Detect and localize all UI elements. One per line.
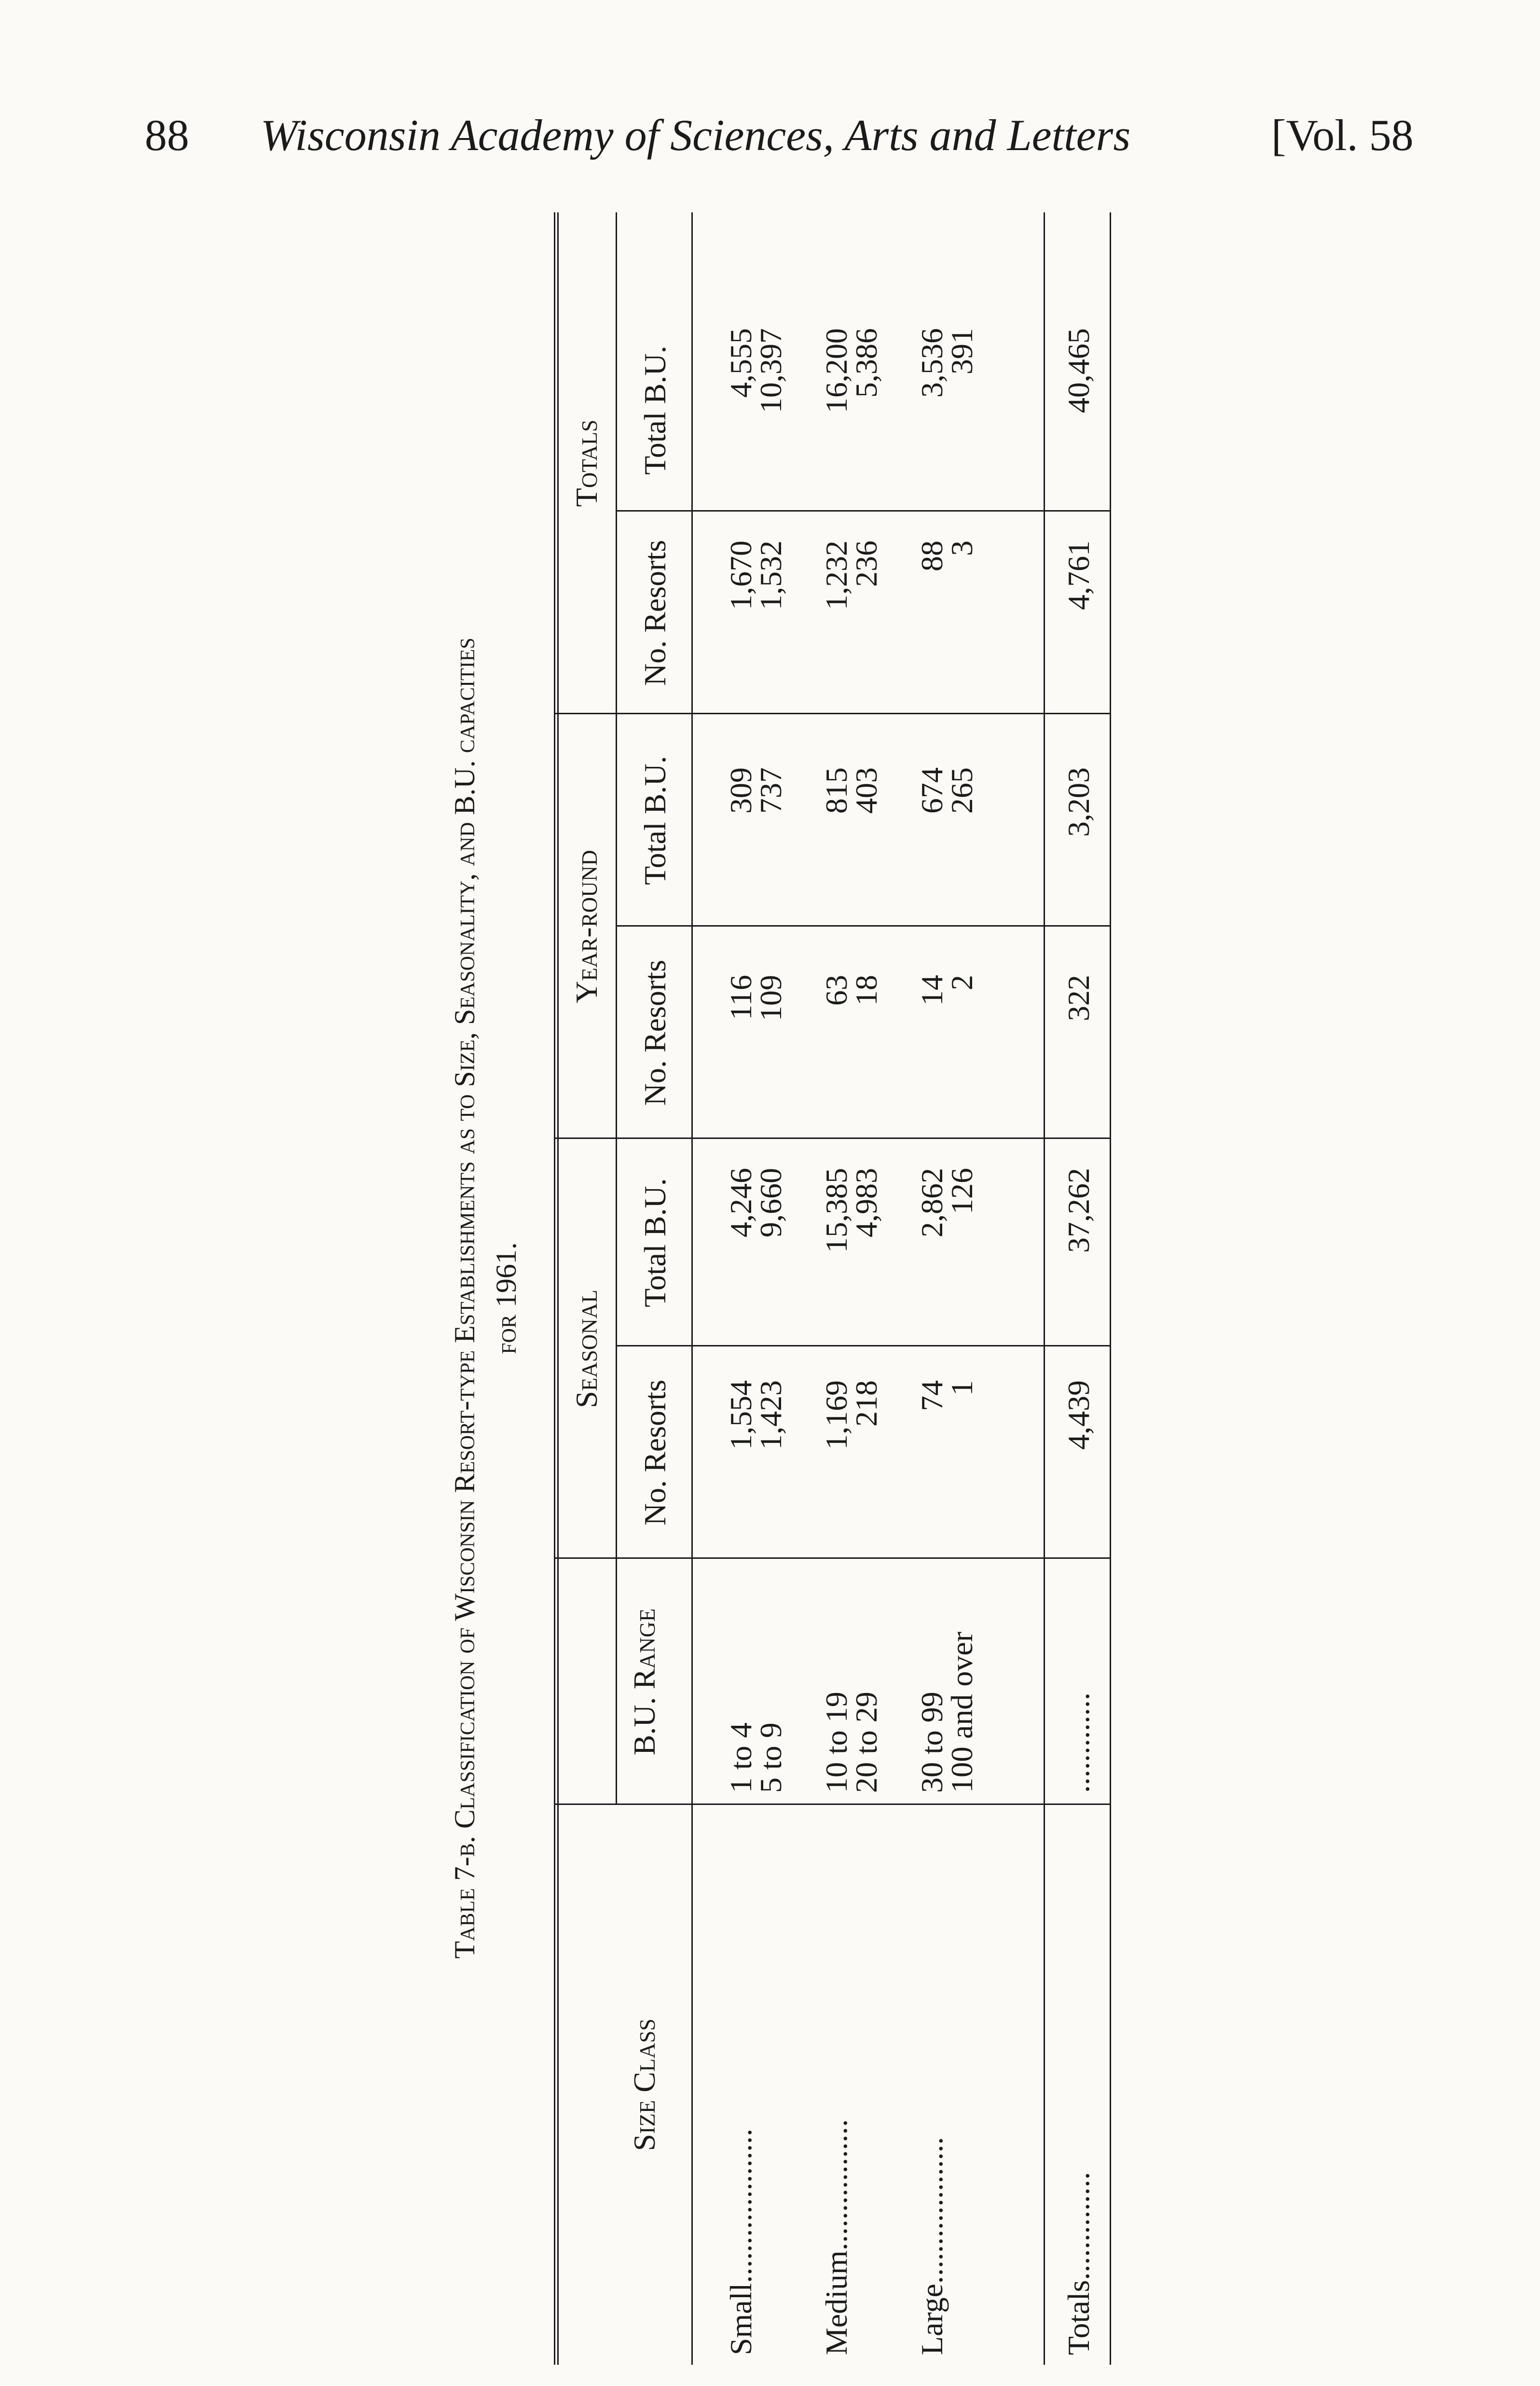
range-cell: 100 and over	[945, 1631, 979, 1793]
year-round-no-cell: 116	[724, 975, 758, 1020]
year-round-no-cell: 14	[915, 975, 949, 1006]
year-round-bu-total: 3,203	[1061, 767, 1096, 837]
volume-label: [Vol. 58	[1271, 111, 1414, 160]
totals-bu-total: 40,465	[1061, 328, 1096, 413]
rotated-table-block	[444, 212, 1114, 2365]
range-cell: 10 to 19	[819, 1692, 853, 1793]
year-round-bu-cell: 674	[915, 767, 949, 814]
size-class-label: Large	[915, 2283, 949, 2355]
seasonal-no-cell: 1,423	[754, 1380, 788, 1450]
header-size-class: Size Class	[627, 2018, 661, 2151]
totals-row-label	[1060, 2172, 1097, 2356]
leader-dots: ..............	[1061, 2172, 1096, 2280]
totals-no-cell: 1,532	[754, 541, 788, 610]
size-class-medium	[818, 2119, 855, 2355]
seasonal-no-total: 4,439	[1061, 1380, 1096, 1450]
caption-line-1: Table 7-b. Classification of Wisconsin Resort-type Establishments as to Size, Seasonality, and B.U. capacities	[449, 638, 481, 1959]
header-seasonal-no-resorts: No. Resorts	[638, 1379, 672, 1526]
year-round-no-cell: 2	[945, 975, 979, 990]
leader-dots: ....................	[724, 2128, 758, 2283]
resort-classification-table	[554, 212, 1114, 2365]
size-class-small	[723, 2129, 759, 2355]
range-cell: 20 to 29	[849, 1692, 883, 1793]
seasonal-no-cell: 1	[945, 1380, 979, 1396]
year-round-bu-cell: 403	[849, 767, 883, 814]
header-year-round-no-resorts: No. Resorts	[638, 959, 672, 1106]
table-top-rule	[554, 212, 559, 2365]
seasonal-no-cell: 1,554	[724, 1380, 758, 1450]
header-totals-no-resorts: No. Resorts	[638, 540, 672, 686]
totals-bu-cell: 4,555	[724, 328, 758, 398]
size-class-label: Small	[724, 2283, 758, 2355]
range-cell: 5 to 9	[754, 1722, 788, 1793]
seasonal-bu-cell: 15,385	[819, 1168, 853, 1253]
year-round-bu-cell: 737	[754, 767, 788, 814]
year-round-bu-cell: 309	[724, 767, 758, 814]
seasonal-bu-cell: 9,660	[754, 1168, 788, 1237]
table-bottom-rule	[1110, 212, 1111, 2365]
seasonal-bu-cell: 4,983	[849, 1168, 883, 1237]
page-number: 88	[145, 111, 189, 160]
seasonal-bu-cell: 2,862	[915, 1168, 949, 1237]
totals-label: Totals	[1061, 2280, 1096, 2355]
totals-no-total: 4,761	[1061, 541, 1096, 610]
header-seasonal: Seasonal	[569, 1290, 604, 1408]
totals-no-cell: 236	[849, 541, 883, 587]
seasonal-bu-cell: 4,246	[724, 1168, 758, 1237]
header-bu-range: B.U. Range	[627, 1608, 661, 1756]
range-cell: 30 to 99	[915, 1692, 949, 1793]
year-round-bu-cell: 265	[945, 767, 979, 814]
year-round-no-cell: 63	[819, 975, 853, 1006]
totals-bu-cell: 10,397	[754, 328, 788, 413]
year-round-no-total: 322	[1061, 975, 1096, 1021]
seasonal-bu-cell: 126	[945, 1168, 979, 1214]
column-header-rule	[691, 212, 693, 2365]
range-leader-dots: .............	[1061, 1692, 1096, 1793]
group-header-rule	[616, 212, 617, 1805]
totals-rule	[1044, 212, 1045, 2365]
table-caption	[444, 261, 527, 2336]
header-totals-total-bu: Total B.U.	[638, 346, 672, 475]
header-totals: Totals	[569, 419, 604, 507]
caption-line-2: for 1961.	[490, 1242, 522, 1354]
totals-no-cell: 1,670	[724, 541, 758, 610]
header-seasonal-total-bu: Total B.U.	[638, 1178, 672, 1307]
year-round-no-cell: 109	[754, 975, 788, 1021]
totals-no-cell: 88	[915, 541, 949, 571]
seasonal-no-cell: 74	[915, 1380, 949, 1411]
year-round-no-cell: 18	[849, 975, 883, 1006]
totals-no-cell: 3	[945, 541, 979, 556]
leader-dots: ...................	[915, 2136, 949, 2284]
range-cell: 1 to 4	[724, 1722, 758, 1793]
header-year-round-total-bu: Total B.U.	[638, 756, 672, 885]
seasonal-no-cell: 1,169	[819, 1380, 853, 1450]
leader-dots: .................	[819, 2119, 853, 2251]
seasonal-bu-total: 37,262	[1061, 1168, 1096, 1253]
header-year-round: Year-round	[569, 850, 604, 1003]
totals-bu-cell: 391	[945, 328, 979, 375]
size-class-large	[914, 2137, 950, 2355]
totals-bu-cell: 5,386	[849, 328, 883, 398]
journal-title: Wisconsin Academy of Sciences, Arts and Letters	[261, 111, 1131, 160]
totals-bu-cell: 3,536	[915, 328, 949, 398]
running-head	[140, 106, 1452, 164]
seasonal-no-cell: 218	[849, 1380, 883, 1427]
size-class-label: Medium	[819, 2250, 853, 2355]
totals-no-cell: 1,232	[819, 541, 853, 610]
totals-bu-cell: 16,200	[819, 328, 853, 413]
year-round-bu-cell: 815	[819, 767, 853, 814]
